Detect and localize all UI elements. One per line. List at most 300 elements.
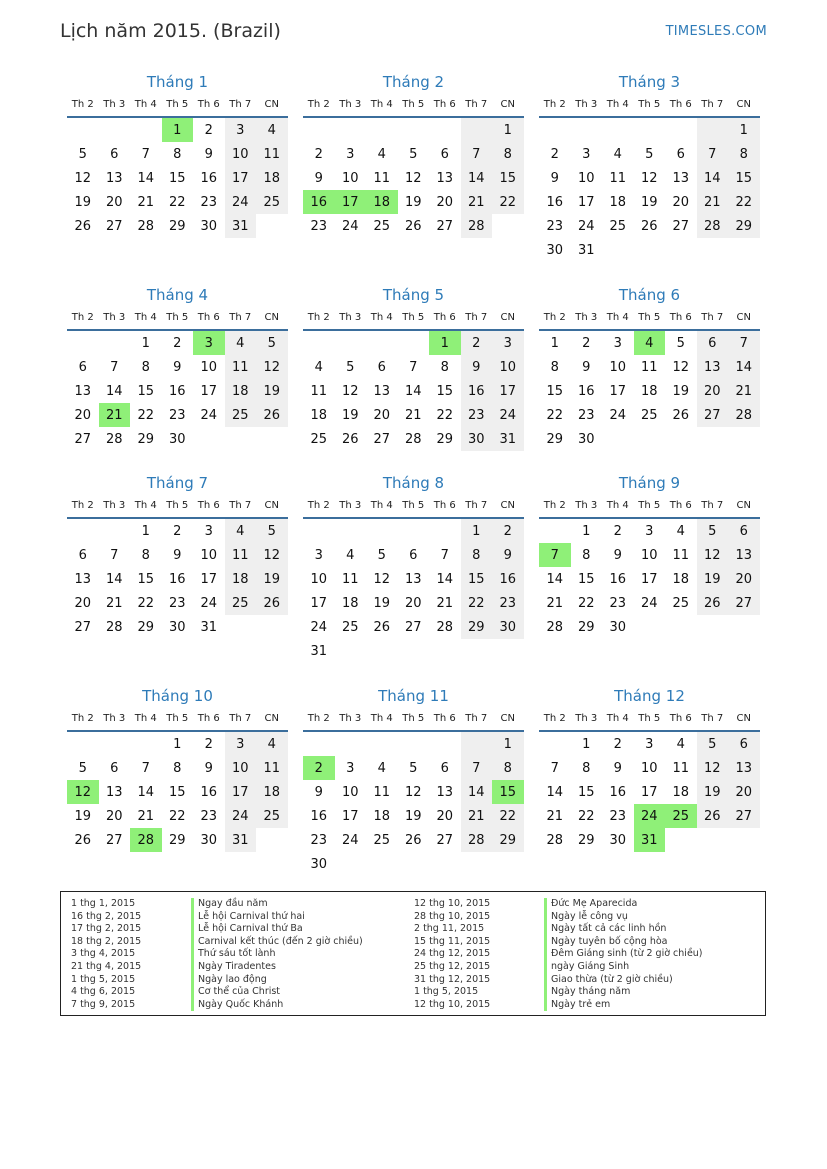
day-cell[interactable]: 29	[728, 214, 760, 238]
day-cell[interactable]: 20	[74, 407, 92, 423]
day-cell[interactable]: 16	[492, 567, 524, 591]
day-cell[interactable]: 11	[341, 571, 359, 587]
day-cell[interactable]: 29	[168, 218, 186, 234]
day-cell[interactable]: 19	[404, 194, 422, 210]
day-cell[interactable]: 12	[672, 359, 690, 375]
day-cell[interactable]: 10	[200, 359, 218, 375]
day-cell[interactable]: 17	[200, 571, 218, 587]
day-cell[interactable]: 29	[492, 828, 524, 852]
day-cell[interactable]: 26	[373, 619, 391, 635]
day-cell[interactable]: 21	[461, 804, 493, 828]
day-cell[interactable]: 15	[461, 567, 493, 591]
day-cell[interactable]: 11	[373, 784, 391, 800]
day-cell[interactable]: 14	[105, 571, 123, 587]
day-cell[interactable]: 9	[314, 170, 323, 186]
day-cell[interactable]: 5	[78, 146, 87, 162]
day-cell[interactable]: 8	[173, 146, 182, 162]
day-cell[interactable]: 12	[697, 756, 729, 780]
day-cell[interactable]: 16	[609, 784, 627, 800]
day-cell[interactable]: 13	[672, 170, 690, 186]
day-cell[interactable]: 17	[609, 383, 627, 399]
day-cell[interactable]: 1	[492, 732, 524, 756]
day-cell[interactable]: 28	[546, 832, 564, 848]
day-cell[interactable]: 29	[168, 832, 186, 848]
day-cell[interactable]: 31	[634, 828, 666, 852]
day-cell[interactable]: 27	[728, 591, 760, 615]
day-cell[interactable]: 3	[314, 547, 323, 563]
day-cell[interactable]: 14	[546, 571, 564, 587]
day-cell[interactable]: 9	[204, 146, 213, 162]
day-cell[interactable]: 9	[314, 784, 323, 800]
day-cell[interactable]: 15	[728, 166, 760, 190]
day-cell[interactable]: 4	[377, 760, 386, 776]
day-cell[interactable]: 10	[341, 784, 359, 800]
day-cell[interactable]: 23	[310, 832, 328, 848]
day-cell[interactable]: 31	[225, 214, 257, 238]
day-cell[interactable]: 17	[640, 784, 658, 800]
day-cell[interactable]: 12	[74, 170, 92, 186]
day-cell[interactable]: 18	[640, 383, 658, 399]
day-cell[interactable]: 22	[577, 808, 595, 824]
day-cell[interactable]: 25	[225, 591, 257, 615]
day-cell[interactable]: 18	[341, 595, 359, 611]
day-cell[interactable]: 24	[310, 619, 328, 635]
day-cell[interactable]: 28	[461, 214, 493, 238]
day-cell[interactable]: 15	[577, 571, 595, 587]
day-cell[interactable]: 28	[546, 619, 564, 635]
day-cell[interactable]: 26	[697, 591, 729, 615]
day-cell[interactable]: 28	[461, 828, 493, 852]
day-cell[interactable]: 17	[640, 571, 658, 587]
day-cell[interactable]: 24	[640, 595, 658, 611]
day-cell[interactable]: 9	[582, 359, 591, 375]
day-cell[interactable]: 30	[546, 242, 564, 258]
day-cell[interactable]: 5	[409, 760, 418, 776]
day-cell[interactable]: 16	[168, 383, 186, 399]
day-cell[interactable]: 18	[672, 571, 690, 587]
day-cell[interactable]: 18	[225, 379, 257, 403]
day-cell[interactable]: 23	[200, 808, 218, 824]
day-cell[interactable]: 16	[546, 194, 564, 210]
day-cell[interactable]: 19	[697, 780, 729, 804]
day-cell[interactable]: 5	[377, 547, 386, 563]
day-cell[interactable]: 8	[728, 142, 760, 166]
day-cell[interactable]: 19	[74, 194, 92, 210]
day-cell[interactable]: 15	[137, 383, 155, 399]
day-cell[interactable]: 30	[461, 427, 493, 451]
day-cell[interactable]: 26	[640, 218, 658, 234]
day-cell[interactable]: 19	[341, 407, 359, 423]
day-cell[interactable]: 5	[645, 146, 654, 162]
day-cell[interactable]: 6	[728, 732, 760, 756]
day-cell[interactable]: 30	[609, 619, 627, 635]
day-cell[interactable]: 1	[162, 118, 194, 142]
day-cell[interactable]: 10	[492, 355, 524, 379]
day-cell[interactable]: 17	[310, 595, 328, 611]
day-cell[interactable]: 15	[492, 166, 524, 190]
day-cell[interactable]: 22	[137, 595, 155, 611]
day-cell[interactable]: 13	[728, 756, 760, 780]
day-cell[interactable]: 29	[137, 431, 155, 447]
day-cell[interactable]: 23	[609, 595, 627, 611]
day-cell[interactable]: 31	[225, 828, 257, 852]
day-cell[interactable]: 22	[137, 407, 155, 423]
day-cell[interactable]: 9	[461, 355, 493, 379]
day-cell[interactable]: 4	[225, 331, 257, 355]
day-cell[interactable]: 7	[409, 359, 418, 375]
day-cell[interactable]: 21	[137, 194, 155, 210]
day-cell[interactable]: 29	[461, 615, 493, 639]
day-cell[interactable]: 8	[440, 359, 449, 375]
day-cell[interactable]: 12	[404, 170, 422, 186]
day-cell[interactable]: 21	[546, 595, 564, 611]
day-cell[interactable]: 22	[436, 407, 454, 423]
day-cell[interactable]: 14	[436, 571, 454, 587]
day-cell[interactable]: 26	[74, 832, 92, 848]
day-cell[interactable]: 27	[672, 218, 690, 234]
day-cell[interactable]: 27	[74, 431, 92, 447]
day-cell[interactable]: 29	[137, 619, 155, 635]
day-cell[interactable]: 6	[110, 760, 119, 776]
day-cell[interactable]: 13	[436, 170, 454, 186]
day-cell[interactable]: 25	[310, 431, 328, 447]
day-cell[interactable]: 5	[697, 732, 729, 756]
day-cell[interactable]: 8	[492, 142, 524, 166]
day-cell[interactable]: 7	[141, 146, 150, 162]
day-cell[interactable]: 19	[373, 595, 391, 611]
day-cell[interactable]: 2	[550, 146, 559, 162]
day-cell[interactable]: 25	[373, 218, 391, 234]
day-cell[interactable]: 21	[137, 808, 155, 824]
day-cell[interactable]: 24	[341, 832, 359, 848]
day-cell[interactable]: 25	[256, 190, 288, 214]
day-cell[interactable]: 23	[492, 591, 524, 615]
day-cell[interactable]: 30	[492, 615, 524, 639]
day-cell[interactable]: 25	[672, 595, 690, 611]
day-cell[interactable]: 24	[225, 190, 257, 214]
day-cell[interactable]: 30	[310, 856, 328, 872]
day-cell[interactable]: 30	[577, 431, 595, 447]
day-cell[interactable]: 4	[377, 146, 386, 162]
day-cell[interactable]: 12	[404, 784, 422, 800]
day-cell[interactable]: 10	[200, 547, 218, 563]
day-cell[interactable]: 11	[640, 359, 658, 375]
day-cell[interactable]: 18	[609, 194, 627, 210]
day-cell[interactable]: 2	[314, 146, 323, 162]
day-cell[interactable]: 21	[546, 808, 564, 824]
day-cell[interactable]: 22	[577, 595, 595, 611]
day-cell[interactable]: 14	[546, 784, 564, 800]
day-cell[interactable]: 8	[550, 359, 559, 375]
day-cell[interactable]: 21	[728, 379, 760, 403]
day-cell[interactable]: 20	[373, 407, 391, 423]
day-cell[interactable]: 14	[728, 355, 760, 379]
day-cell[interactable]: 18	[366, 190, 398, 214]
day-cell[interactable]: 7	[728, 331, 760, 355]
day-cell[interactable]: 19	[640, 194, 658, 210]
day-cell[interactable]: 5	[697, 519, 729, 543]
day-cell[interactable]: 11	[310, 383, 328, 399]
day-cell[interactable]: 20	[697, 379, 729, 403]
day-cell[interactable]: 5	[346, 359, 355, 375]
day-cell[interactable]: 27	[728, 804, 760, 828]
day-cell[interactable]: 15	[168, 170, 186, 186]
day-cell[interactable]: 17	[341, 808, 359, 824]
day-cell[interactable]: 29	[436, 431, 454, 447]
day-cell[interactable]: 23	[461, 403, 493, 427]
day-cell[interactable]: 30	[609, 832, 627, 848]
day-cell[interactable]: 3	[645, 736, 654, 752]
day-cell[interactable]: 23	[609, 808, 627, 824]
day-cell[interactable]: 9	[173, 359, 182, 375]
day-cell[interactable]: 3	[225, 118, 257, 142]
day-cell[interactable]: 25	[373, 832, 391, 848]
day-cell[interactable]: 9	[173, 547, 182, 563]
day-cell[interactable]: 10	[225, 142, 257, 166]
day-cell[interactable]: 31	[577, 242, 595, 258]
day-cell[interactable]: 28	[436, 619, 454, 635]
day-cell[interactable]: 17	[225, 166, 257, 190]
day-cell[interactable]: 12	[256, 355, 288, 379]
day-cell[interactable]: 7	[697, 142, 729, 166]
day-cell[interactable]: 5	[256, 331, 288, 355]
site-link[interactable]: TIMESLES.COM	[665, 24, 767, 39]
day-cell[interactable]: 26	[404, 832, 422, 848]
day-cell[interactable]: 25	[609, 218, 627, 234]
day-cell[interactable]: 12	[341, 383, 359, 399]
day-cell[interactable]: 3	[225, 732, 257, 756]
day-cell[interactable]: 6	[728, 519, 760, 543]
day-cell[interactable]: 11	[672, 547, 690, 563]
day-cell[interactable]: 14	[404, 383, 422, 399]
day-cell[interactable]: 28	[728, 403, 760, 427]
day-cell[interactable]: 2	[613, 523, 622, 539]
day-cell[interactable]: 16	[461, 379, 493, 403]
day-cell[interactable]: 7	[539, 543, 571, 567]
day-cell[interactable]: 14	[697, 166, 729, 190]
day-cell[interactable]: 11	[225, 543, 257, 567]
day-cell[interactable]: 21	[99, 403, 131, 427]
day-cell[interactable]: 26	[74, 218, 92, 234]
day-cell[interactable]: 6	[377, 359, 386, 375]
day-cell[interactable]: 18	[256, 780, 288, 804]
day-cell[interactable]: 7	[550, 760, 559, 776]
day-cell[interactable]: 24	[492, 403, 524, 427]
day-cell[interactable]: 3	[492, 331, 524, 355]
day-cell[interactable]: 7	[110, 359, 119, 375]
day-cell[interactable]: 5	[409, 146, 418, 162]
day-cell[interactable]: 4	[314, 359, 323, 375]
day-cell[interactable]: 14	[461, 166, 493, 190]
day-cell[interactable]: 25	[225, 403, 257, 427]
day-cell[interactable]: 23	[577, 407, 595, 423]
day-cell[interactable]: 4	[256, 732, 288, 756]
day-cell[interactable]: 19	[672, 383, 690, 399]
day-cell[interactable]: 27	[697, 403, 729, 427]
day-cell[interactable]: 17	[200, 383, 218, 399]
day-cell[interactable]: 27	[436, 218, 454, 234]
day-cell[interactable]: 18	[225, 567, 257, 591]
day-cell[interactable]: 11	[672, 760, 690, 776]
day-cell[interactable]: 2	[173, 523, 182, 539]
day-cell[interactable]: 21	[697, 190, 729, 214]
day-cell[interactable]: 14	[461, 780, 493, 804]
day-cell[interactable]: 1	[141, 523, 150, 539]
day-cell[interactable]: 21	[404, 407, 422, 423]
day-cell[interactable]: 10	[577, 170, 595, 186]
day-cell[interactable]: 4	[256, 118, 288, 142]
day-cell[interactable]: 11	[256, 142, 288, 166]
day-cell[interactable]: 28	[697, 214, 729, 238]
day-cell[interactable]: 13	[74, 383, 92, 399]
day-cell[interactable]: 2	[492, 519, 524, 543]
day-cell[interactable]: 31	[310, 643, 328, 659]
day-cell[interactable]: 11	[373, 170, 391, 186]
day-cell[interactable]: 3	[193, 331, 225, 355]
day-cell[interactable]: 17	[225, 780, 257, 804]
day-cell[interactable]: 1	[582, 523, 591, 539]
day-cell[interactable]: 4	[634, 331, 666, 355]
day-cell[interactable]: 29	[546, 431, 564, 447]
day-cell[interactable]: 6	[440, 146, 449, 162]
day-cell[interactable]: 28	[105, 619, 123, 635]
day-cell[interactable]: 4	[346, 547, 355, 563]
day-cell[interactable]: 19	[697, 567, 729, 591]
day-cell[interactable]: 11	[225, 355, 257, 379]
day-cell[interactable]: 28	[404, 431, 422, 447]
day-cell[interactable]: 13	[105, 170, 123, 186]
day-cell[interactable]: 12	[373, 571, 391, 587]
day-cell[interactable]: 3	[582, 146, 591, 162]
day-cell[interactable]: 22	[492, 804, 524, 828]
day-cell[interactable]: 24	[200, 595, 218, 611]
day-cell[interactable]: 29	[577, 832, 595, 848]
day-cell[interactable]: 21	[461, 190, 493, 214]
day-cell[interactable]: 20	[436, 808, 454, 824]
day-cell[interactable]: 30	[168, 619, 186, 635]
day-cell[interactable]: 8	[141, 359, 150, 375]
day-cell[interactable]: 10	[310, 571, 328, 587]
day-cell[interactable]: 3	[613, 335, 622, 351]
day-cell[interactable]: 1	[173, 736, 182, 752]
day-cell[interactable]: 20	[672, 194, 690, 210]
day-cell[interactable]: 20	[728, 567, 760, 591]
day-cell[interactable]: 24	[609, 407, 627, 423]
day-cell[interactable]: 4	[225, 519, 257, 543]
day-cell[interactable]: 30	[168, 431, 186, 447]
day-cell[interactable]: 19	[404, 808, 422, 824]
day-cell[interactable]: 2	[303, 756, 335, 780]
day-cell[interactable]: 13	[728, 543, 760, 567]
day-cell[interactable]: 8	[582, 547, 591, 563]
day-cell[interactable]: 26	[256, 591, 288, 615]
day-cell[interactable]: 4	[676, 736, 685, 752]
day-cell[interactable]: 24	[634, 804, 666, 828]
day-cell[interactable]: 20	[436, 194, 454, 210]
day-cell[interactable]: 15	[577, 784, 595, 800]
day-cell[interactable]: 27	[436, 832, 454, 848]
day-cell[interactable]: 16	[168, 571, 186, 587]
day-cell[interactable]: 2	[204, 122, 213, 138]
day-cell[interactable]: 6	[440, 760, 449, 776]
day-cell[interactable]: 7	[440, 547, 449, 563]
day-cell[interactable]: 23	[200, 194, 218, 210]
day-cell[interactable]: 3	[346, 760, 355, 776]
day-cell[interactable]: 1	[141, 335, 150, 351]
day-cell[interactable]: 26	[341, 431, 359, 447]
day-cell[interactable]: 24	[200, 407, 218, 423]
day-cell[interactable]: 14	[137, 170, 155, 186]
day-cell[interactable]: 15	[492, 780, 524, 804]
day-cell[interactable]: 31	[200, 619, 218, 635]
day-cell[interactable]: 14	[137, 784, 155, 800]
day-cell[interactable]: 22	[168, 194, 186, 210]
day-cell[interactable]: 15	[137, 571, 155, 587]
day-cell[interactable]: 22	[461, 591, 493, 615]
day-cell[interactable]: 28	[130, 828, 162, 852]
day-cell[interactable]: 16	[609, 571, 627, 587]
day-cell[interactable]: 20	[728, 780, 760, 804]
day-cell[interactable]: 12	[640, 170, 658, 186]
day-cell[interactable]: 1	[429, 331, 461, 355]
day-cell[interactable]: 1	[492, 118, 524, 142]
day-cell[interactable]: 3	[645, 523, 654, 539]
day-cell[interactable]: 21	[105, 595, 123, 611]
day-cell[interactable]: 20	[105, 808, 123, 824]
day-cell[interactable]: 23	[168, 595, 186, 611]
day-cell[interactable]: 18	[256, 166, 288, 190]
day-cell[interactable]: 8	[582, 760, 591, 776]
day-cell[interactable]: 27	[373, 431, 391, 447]
day-cell[interactable]: 5	[676, 335, 685, 351]
day-cell[interactable]: 6	[78, 359, 87, 375]
day-cell[interactable]: 16	[310, 808, 328, 824]
day-cell[interactable]: 24	[341, 218, 359, 234]
day-cell[interactable]: 13	[697, 355, 729, 379]
day-cell[interactable]: 23	[546, 218, 564, 234]
day-cell[interactable]: 16	[200, 784, 218, 800]
day-cell[interactable]: 27	[404, 619, 422, 635]
day-cell[interactable]: 8	[461, 543, 493, 567]
day-cell[interactable]: 26	[697, 804, 729, 828]
day-cell[interactable]: 12	[256, 543, 288, 567]
day-cell[interactable]: 1	[550, 335, 559, 351]
day-cell[interactable]: 8	[173, 760, 182, 776]
day-cell[interactable]: 5	[78, 760, 87, 776]
day-cell[interactable]: 11	[256, 756, 288, 780]
day-cell[interactable]: 4	[613, 146, 622, 162]
day-cell[interactable]: 9	[613, 547, 622, 563]
day-cell[interactable]: 26	[404, 218, 422, 234]
day-cell[interactable]: 18	[310, 407, 328, 423]
day-cell[interactable]: 10	[609, 359, 627, 375]
day-cell[interactable]: 9	[492, 543, 524, 567]
day-cell[interactable]: 30	[200, 218, 218, 234]
day-cell[interactable]: 23	[310, 218, 328, 234]
day-cell[interactable]: 16	[577, 383, 595, 399]
day-cell[interactable]: 22	[728, 190, 760, 214]
day-cell[interactable]: 17	[577, 194, 595, 210]
day-cell[interactable]: 29	[577, 619, 595, 635]
day-cell[interactable]: 19	[74, 808, 92, 824]
day-cell[interactable]: 5	[256, 519, 288, 543]
day-cell[interactable]: 15	[546, 383, 564, 399]
day-cell[interactable]: 6	[676, 146, 685, 162]
day-cell[interactable]: 7	[110, 547, 119, 563]
day-cell[interactable]: 6	[409, 547, 418, 563]
day-cell[interactable]: 21	[436, 595, 454, 611]
day-cell[interactable]: 10	[640, 760, 658, 776]
